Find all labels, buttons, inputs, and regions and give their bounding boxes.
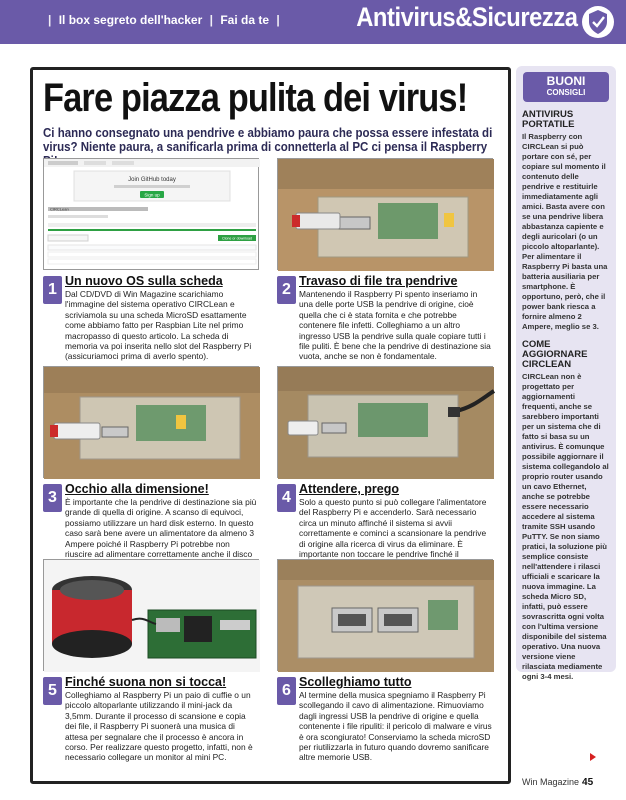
breadcrumb-separator: | [276, 13, 280, 27]
step-photo-power-cable [277, 366, 493, 478]
tip-text: CIRCLean non è progettato per aggiornamenti frequenti, anche se sarebbero importanti per un sistema che di fatto si basa su un antivirus. È comunque possibile aggiornare il sistema collegandolo al proprio router usando un cavo Ethernet, anche se potrebbe essere necessario accedere al sistema tramite SSH usando PuTTY. Se non siamo pratici, la soluzione più semplice consiste nell'attendere i rilasci ufficiali e scaricare la nuova immagine. La scheda Micro SD, infatti, può essere sovrascritta ogni volta con l'ultima versione disponibile del sistema operativo. Una nuova versione viene rilasciata mediamente ogni 3-4 mesi. [522, 372, 609, 681]
step-body: Al termine della musica spegniamo il Raspberry Pi scollegando il cavo di alimentazione. Rimuoviamo dagli ingressi USB la pendrive di origine e quella contenente i file ripuliti: il pericolo di malware e virus è ora scongiurato! Conserviamo la scheda microSD per riutilizzarla in futuro quando dovremo sanificare altre memorie USB. [299, 690, 492, 763]
step-title: Un nuovo OS sulla scheda [65, 274, 223, 288]
step-photo-pendrives [43, 366, 259, 478]
step-title: Finché suona non si tocca! [65, 675, 227, 689]
step-number: 2 [277, 276, 296, 304]
step-body: Colleghiamo al Raspberry Pi un paio di cuffie o un piccolo altoparlante utilizzando il mini-jack da 3,5mm. Durante il processo di scansione e copia dei file, il Raspberry Pi suonerà una musica di attesa per segnalare che il processo è ancora in corso. Per realizzare questo progetto, infatti, non è necessario collegare un monitor al mini PC. [65, 690, 253, 763]
step-number: 6 [277, 677, 296, 705]
page-footer [522, 777, 593, 788]
breadcrumb-separator: | [209, 13, 213, 27]
github-clone-label: Clone or download [222, 236, 252, 241]
article-frame [30, 67, 511, 784]
step-card [277, 559, 493, 763]
step-body: Solo a questo punto si può collegare l'alimentatore del Raspberry Pi e accenderlo. Sarà necessario circa un minuto affinché il sistema si avvii correttamente e cominci a scansionare la pendrive di origine alla ricerca di virus da eliminare. È importante non toccare le pendrive finché il [299, 497, 487, 560]
step-body: Dal CD/DVD di Win Magazine scarichiamo l'immagine del sistema operativo CIRCLean e scriviamola su una scheda MicroSD esattamente come abbiamo fatto per Raspbian Lite nel primo macropasso di questo articolo. La scheda di memoria va poi inserita nello slot del Raspberry Pi (assicuriamoci prima di averlo spento). [65, 289, 252, 362]
section-header [0, 0, 626, 44]
step-number: 1 [43, 276, 62, 304]
tip-text: Il Raspberry con CIRCLean si può portare con sé, per copiare sul momento il contenuto delle pendrive e restituirle immediatamente agli amici. Basta avere con se una pendrive libera abbastanza capiente e degli auricolari (o un piccolo altoparlante). Per alimentare il Raspberry Pi basta una batteria ausiliaria per smartphone. È opportuno, però, che il power bank riesca a fornire almeno 2 Ampere, meglio se 3. [522, 132, 608, 331]
magazine-name: Win Magazine [522, 777, 580, 787]
tips-badge [523, 72, 609, 102]
step-card [43, 158, 259, 362]
breadcrumb-item-hacker-box[interactable]: Il box segreto dell'hacker [58, 13, 203, 27]
github-signup-label: Sign up [144, 192, 160, 198]
tips-badge-bottom: CONSIGLI [546, 88, 586, 97]
breadcrumb-item-diy[interactable]: Fai da te [220, 13, 270, 27]
breadcrumb [46, 13, 282, 27]
breadcrumb-separator: | [48, 13, 52, 27]
tip-heading: COME AGGIORNARE CIRCLEAN [522, 339, 588, 370]
tip-heading: ANTIVIRUS PORTATILE [522, 109, 575, 130]
tips-badge-top: BUONI [546, 74, 586, 88]
step-number: 5 [43, 677, 62, 705]
section-title: Antivirus&Sicurezza [356, 2, 578, 32]
step-title: Scolleghiamo tutto [299, 675, 412, 689]
step-card [277, 366, 493, 570]
step-photo-github-page [43, 158, 259, 270]
step-photo-speaker [43, 559, 259, 671]
step-title: Occhio alla dimensione! [65, 482, 209, 496]
page-number: 45 [582, 777, 594, 788]
shield-logo-icon [582, 6, 614, 38]
step-card [43, 366, 259, 570]
step-photo-usb-insertion [277, 158, 493, 270]
github-join-text: Join GitHub today [128, 177, 176, 183]
step-title: Attendere, prego [299, 482, 400, 496]
article-headline: Fare piazza pulita dei virus! [43, 76, 468, 120]
step-photo-unplug [277, 559, 493, 671]
article-standfirst: Ci hanno consegnato una pendrive e abbiamo paura che possa essere infestata di virus? Niente paura, a sanificarla prima di connetterla al PC ci pensa il Raspberry [43, 126, 493, 154]
step-title: Travaso di file tra pendrive [299, 274, 458, 288]
tips-sidebar [516, 66, 616, 681]
step-body: Mantenendo il Raspberry Pi spento inseriamo in una delle porte USB la pendrive di origine, cioè quella che ci è stata fornita e che potrebbe contenere file infetti. Colleghiamo a un altro ingresso USB la pendrive sulla quale copiare tutti i file puliti. È bene che la pendrive di destinazione sia vuota, anche se non è fondamentale. [299, 289, 491, 362]
continue-arrow-icon [590, 753, 596, 761]
step-card [43, 559, 259, 763]
step-card [277, 158, 493, 362]
step-body: È importante che la pendrive di destinazione sia più grande di quella di origine. A scanso di equivoci, possiamo utilizzare un hard disk esterno. In questo caso sarà bene avere un alimentatore da almeno 3 Ampere poiché il Raspberry Pi potrebbe non riuscire ad alimentare correttamente anche il disco [65, 497, 257, 560]
step-number: 4 [277, 484, 296, 512]
step-number: 3 [43, 484, 62, 512]
github-repo-label: CIRCLean [50, 206, 69, 212]
